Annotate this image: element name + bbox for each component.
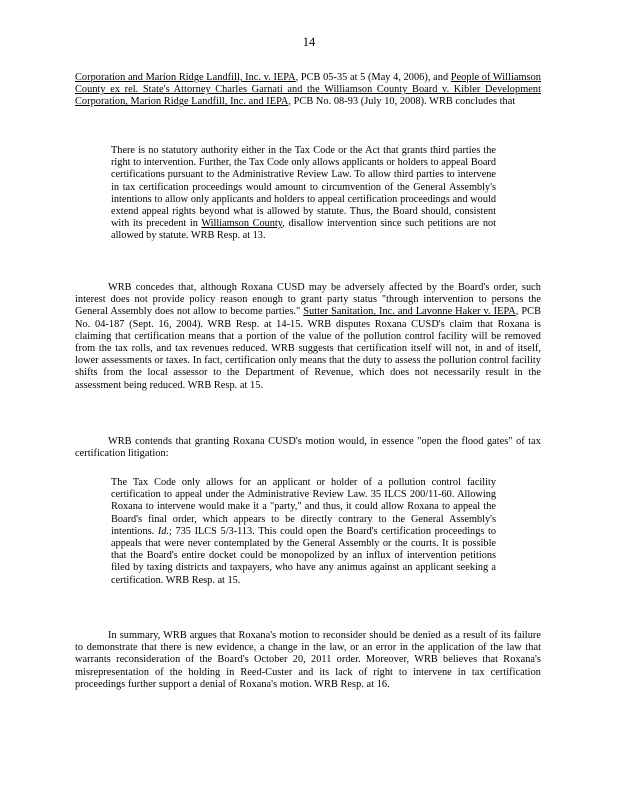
quote-text: ; 735 ILCS 5/3-113. This could open the Board's certification proceedings to appeals that were never contemplated by the General Assembly or the courts. It is possible that the Board's entire docket could be monopolized by an influx of intervention petitions filed by taxing districts and taxpayers, who have any animus against an applicant seeking a certification. WRB Resp. at 15. [111, 525, 497, 586]
citation-text: , PCB 05-35 at 5 (May 4, 2006), and [295, 72, 451, 83]
block-quote-tax-code [111, 477, 496, 587]
citation-text: , PCB No. 08-93 (July 10, 2008). WRB concludes that [288, 96, 516, 108]
id-citation: Id. [157, 525, 169, 537]
quote-text: There is no statutory authority either in the Tax Code or the Act that grants third parties the right to intervention. Further, the Tax Code only allows applicants or holders to appeal Board certifications pursuant to the Administrative Review Law. To allow third parties to intervene in tax certification proceedings would amount to circumvention of the General Assembly's intentions to allow only applicants and holders to appeal certification proceedings and would extend appeal rights beyond what is allowed by statute. Thus, the Board should, consistent with its precedent in [111, 145, 496, 230]
paragraph-summary: In summary, WRB argues that Roxana's motion to reconsider should be denied as a result of its failure to demonstrate that there is new evidence, a change in the law, or an error in the application of the law that warrants reconsideration of the Board's October 20, 2011 order. Moreover, WRB believes that Roxana's misrepresentation of the holding in Reed-Custer and its lack of right to intervene in tax certification proceedings further support a denial of Roxana's motion. WRB Resp. at 16. [75, 630, 541, 690]
page-number: 14 [302, 35, 316, 49]
block-quote-statutory-authority [111, 145, 496, 243]
case-citation: Corporation and Marion Ridge Landfill, Inc. v. IEPA [75, 72, 296, 83]
case-citation: Sutter Sanitation, Inc. and Lavonne Haker v. IEPA [303, 306, 516, 318]
paragraph-flood-gates: WRB contends that granting Roxana CUSD's motion would, in essence "open the flood gates" of tax certification litigation: [75, 436, 541, 460]
quote-text: , disallow intervention since such petitions are not allowed by statute. WRB Resp. at 13. [111, 218, 496, 242]
paragraph-wrb-concedes [75, 282, 541, 392]
paragraph-text: WRB concedes that, although Roxana CUSD may be adversely affected by the Board's order, such interest does not provide policy reason enough to grant party status "through intervention to persons the General Assembly does not allow to become parties." [75, 282, 541, 318]
paragraph-case-citations [75, 72, 541, 109]
paragraph-text: , PCB No. 04-187 (Sept. 16, 2004). WRB Resp. at 14-15. WRB disputes Roxana CUSD's claim that Roxana is claiming that certification means that a portion of the value of the pollution control facility will be removed from the tax rolls, and tax revenues reduced. WRB suggests that certification itself will not, in and of itself, lower assessments or taxes. In fact, certification only means that the duty to assess the pollution control facility shifts from the local assessor to the Department of Revenue, which does not necessarily result in the assessment being reduced. WRB Resp. at 15. [75, 306, 541, 391]
case-citation: People of Williamson County ex rel. State's Attorney Charles Garnati and the Williamson County Board v. Kibler Development Corporation, Marion Ridge Landfill, Inc. and IEPA [75, 72, 541, 108]
quote-text: The Tax Code only allows for an applicant or holder of a pollution control facility certification to appeal under the Administrative Review Law. 35 ILCS 200/11-60. Allowing Roxana to intervene would make it a "party," and thus, it could allow Roxana to appeal the Board's final order, which appears to be directly contrary to the General Assembly's intentions. [111, 477, 496, 537]
case-citation: Williamson County [201, 218, 283, 230]
